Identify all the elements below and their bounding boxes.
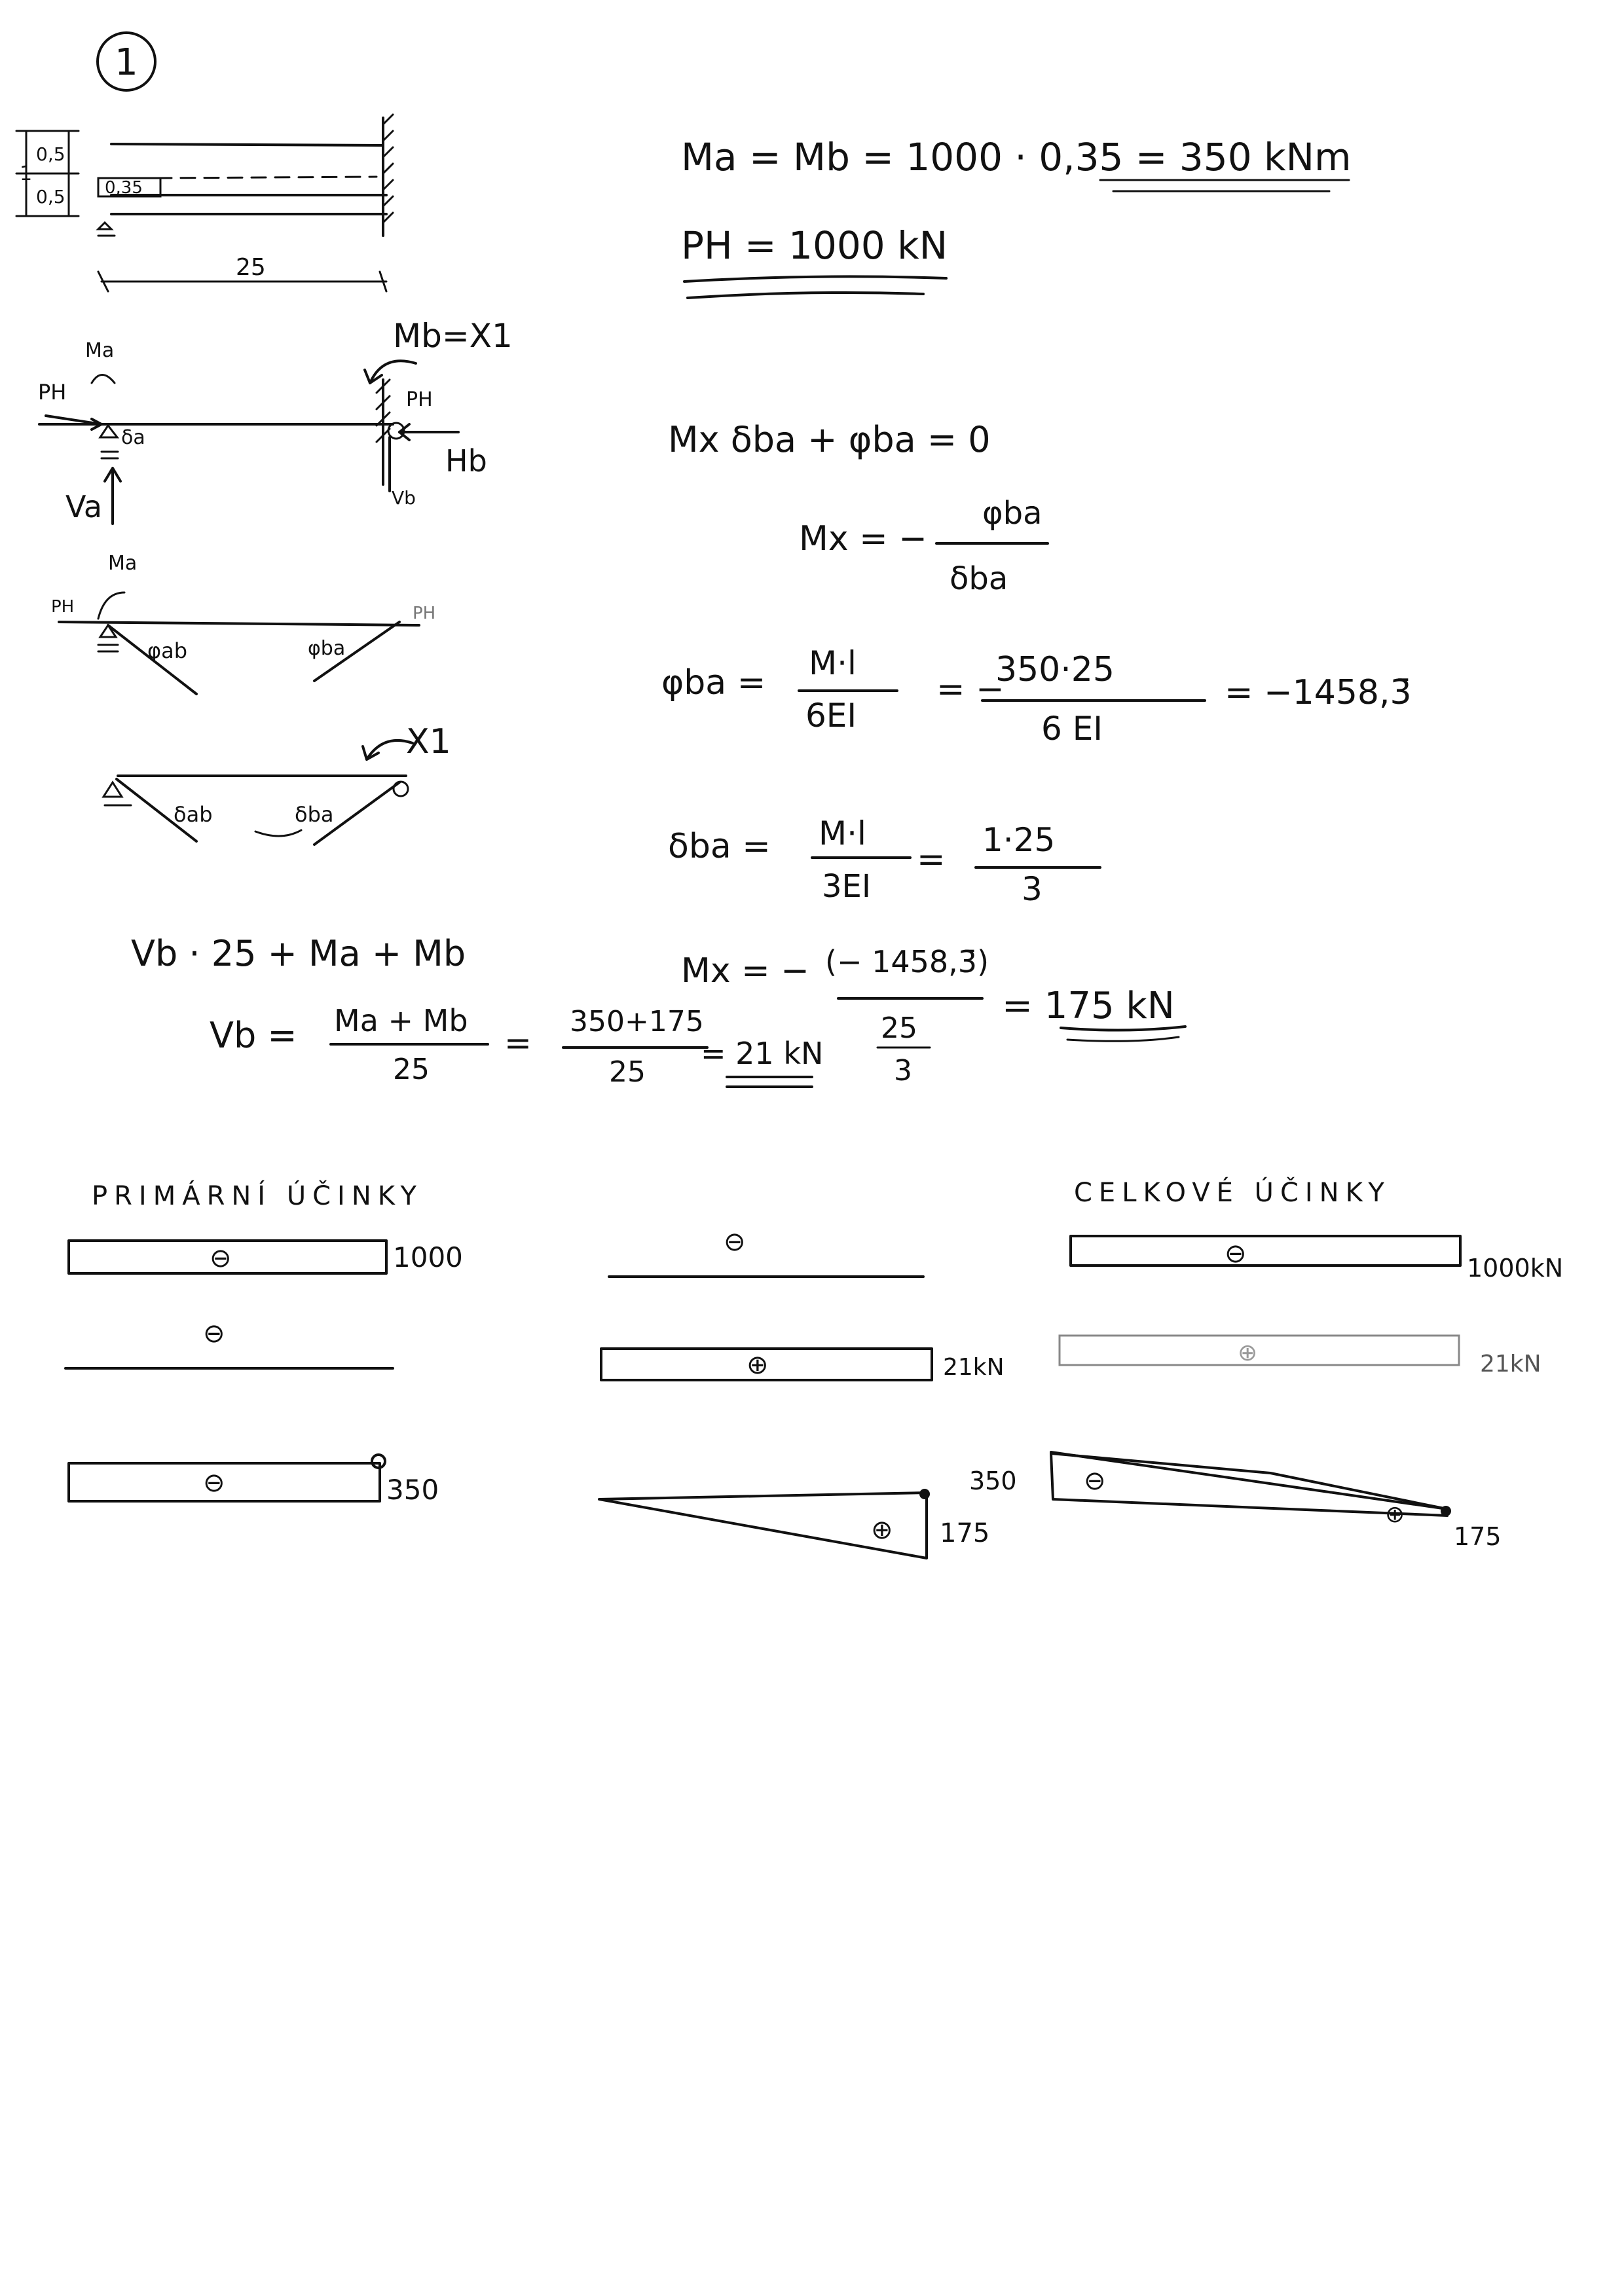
normal-force-diagram-total	[1071, 1236, 1460, 1266]
eq-moment-sum: Vb · 25 + Ma + Mb	[131, 933, 466, 974]
svg-text:Mx = −: Mx = −	[799, 519, 927, 558]
svg-text:δa: δa	[121, 426, 145, 449]
svg-text:350: 350	[969, 1467, 1017, 1495]
svg-text:δba: δba	[950, 560, 1008, 597]
svg-text:0,5: 0,5	[36, 143, 65, 165]
svg-text:PH: PH	[51, 597, 75, 617]
redundant-effects-diagrams	[599, 1227, 1005, 1558]
svg-text:φba =: φba =	[661, 663, 766, 702]
svg-text:3: 3	[1022, 870, 1043, 908]
heading-total-effects: CELKOVÉ ÚČINKY	[1074, 1178, 1391, 1208]
svg-text:Va: Va	[65, 489, 103, 524]
svg-text:φab: φab	[147, 638, 188, 663]
svg-text:⊖: ⊖	[1225, 1239, 1247, 1269]
svg-text:Ma + Mb: Ma + Mb	[334, 1003, 468, 1038]
svg-text:3EI: 3EI	[822, 868, 872, 905]
svg-text:M·l: M·l	[809, 644, 857, 682]
svg-text:⊕: ⊕	[747, 1350, 769, 1380]
svg-text:21kN: 21kN	[1480, 1351, 1541, 1377]
svg-text:25: 25	[236, 254, 266, 281]
svg-text:350: 350	[386, 1474, 439, 1506]
svg-text:PH: PH	[38, 380, 67, 405]
svg-text:δab: δab	[174, 802, 213, 827]
shear-diagram-total	[1060, 1336, 1459, 1365]
svg-text:⊕: ⊕	[871, 1515, 893, 1545]
svg-text:= −: = −	[936, 670, 1005, 709]
svg-text:25: 25	[881, 1011, 917, 1045]
svg-text:X1: X1	[406, 722, 451, 761]
beam-elevation-sketch	[16, 115, 393, 291]
svg-text:0,35: 0,35	[105, 178, 143, 198]
svg-text:Hb: Hb	[445, 443, 487, 479]
svg-text:1: 1	[20, 162, 33, 185]
svg-text:1·25: 1·25	[982, 821, 1056, 859]
svg-text:350+175: 350+175	[570, 1005, 704, 1038]
svg-text:1000kN: 1000kN	[1467, 1254, 1564, 1283]
svg-text:Ma: Ma	[85, 339, 115, 362]
svg-text:350·25: 350·25	[995, 650, 1115, 689]
svg-text:PH: PH	[406, 388, 433, 411]
svg-text:φba: φba	[308, 637, 346, 660]
svg-text:21kN: 21kN	[943, 1354, 1005, 1381]
eq-compat: Mx δba + φba = 0	[668, 419, 991, 460]
svg-text:3: 3	[894, 1054, 912, 1087]
svg-text:⊖: ⊖	[203, 1468, 225, 1498]
equations	[131, 135, 1412, 1089]
svg-text:6EI: 6EI	[805, 697, 857, 735]
svg-text:PH: PH	[413, 604, 436, 623]
eq-ph: PH = 1000 kN	[681, 223, 948, 268]
svg-text:Mb=X1: Mb=X1	[393, 317, 513, 355]
svg-text:= −1458,3̄: = −1458,3̄	[1225, 673, 1412, 712]
svg-text:25: 25	[609, 1055, 646, 1089]
svg-text:⊖: ⊖	[724, 1227, 746, 1257]
svg-text:0,5: 0,5	[36, 186, 65, 208]
svg-text:⊕: ⊕	[1238, 1339, 1258, 1366]
svg-text:175: 175	[1454, 1522, 1502, 1551]
svg-text:⊕: ⊕	[1385, 1501, 1405, 1528]
eq-moments: Ma = Mb = 1000 · 0,35 = 350 kNm	[681, 135, 1352, 179]
svg-text:(− 1458,3̄): (− 1458,3̄)	[825, 944, 989, 979]
svg-text:φba: φba	[982, 495, 1043, 532]
svg-text:175: 175	[940, 1518, 990, 1548]
svg-text:δba: δba	[295, 802, 334, 827]
svg-text:=: =	[504, 1024, 532, 1062]
page-number: 1	[115, 41, 138, 84]
primary-rotation-sketch	[51, 552, 435, 694]
svg-text:Vb: Vb	[392, 487, 416, 509]
svg-text:6 EI: 6 EI	[1041, 710, 1103, 748]
svg-text:⊖: ⊖	[210, 1243, 232, 1273]
svg-text:= 21 kN: = 21 kN	[701, 1036, 824, 1071]
svg-text:M·l: M·l	[819, 814, 866, 852]
svg-text:25: 25	[393, 1053, 430, 1086]
svg-text:Vb =: Vb =	[210, 1015, 297, 1056]
svg-text:δba =: δba =	[668, 827, 771, 866]
svg-text:Ma: Ma	[108, 552, 138, 575]
result-mx: = 175 kN	[1002, 985, 1175, 1027]
svg-text:Mx = −: Mx = −	[681, 951, 809, 991]
svg-text:⊖: ⊖	[203, 1319, 225, 1349]
unit-rotation-sketch	[103, 722, 451, 845]
free-body-sketch	[38, 317, 513, 524]
total-effects-diagrams	[969, 1236, 1563, 1551]
heading-primary-effects: PRIMÁRNÍ ÚČINKY	[92, 1181, 423, 1211]
svg-text:⊖: ⊖	[1084, 1466, 1106, 1496]
svg-text:=: =	[917, 840, 946, 879]
primary-effects-diagrams	[65, 1241, 463, 1506]
svg-text:1000: 1000	[393, 1241, 463, 1273]
